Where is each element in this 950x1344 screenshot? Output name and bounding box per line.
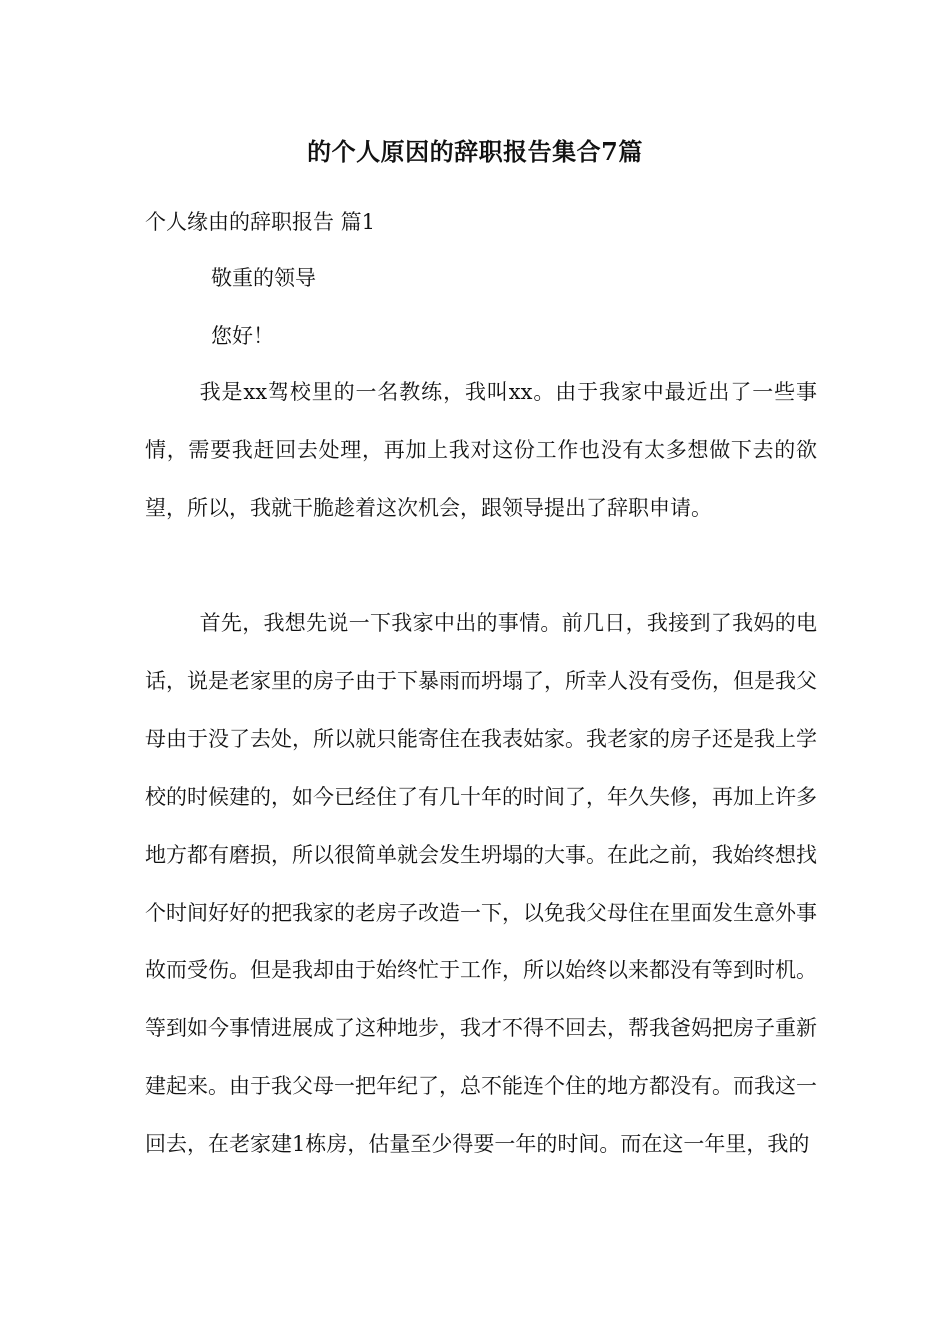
salutation: 敬重的领导 [211,266,316,290]
body-paragraph: 首先，我想先说一下我家中出的事情。前几日，我接到了我妈的电话，说是老家里的房子由于下暴雨而坍塌了，所幸人没有受伤，但是我父母由于没了去处，所以就只能寄住在我表姑家。我老家的房子还是我上学校的时候建的，如今已经住了有几十年的时间了，年久失修，再加上许多地方都有磨损，所以很简单就会发生坍塌的大事。在此之前，我始终想找个时间好好的把我家的老房子改造一下，以免我父母住在里面发生意外事故而受伤。但是我却由于始终忙于工作，所以始终以来都没有等到时机。等到如今事情进展成了这种地步，我才不得不回去，帮我爸妈把房子重新建起来。由于我父母一把年纪了，总不能连个住的地方都没有。而我这一回去，在老家建1栋房，估量至少得要一年的时间。而在这一年里，我的 [145,611,817,1157]
greeting: 您好！ [211,324,274,348]
document-title: 的个人原因的辞职报告集合7篇 [307,137,643,166]
body-paragraph: 我是xx驾校里的一名教练，我叫xx。由于我家中最近出了一些事情，需要我赶回去处理，再加上我对这份工作也没有太多想做下去的欲望，所以，我就干脆趁着这次机会，跟领导提出了辞职申请。 [145,380,817,520]
section-heading: 个人缘由的辞职报告 篇1 [145,210,376,234]
